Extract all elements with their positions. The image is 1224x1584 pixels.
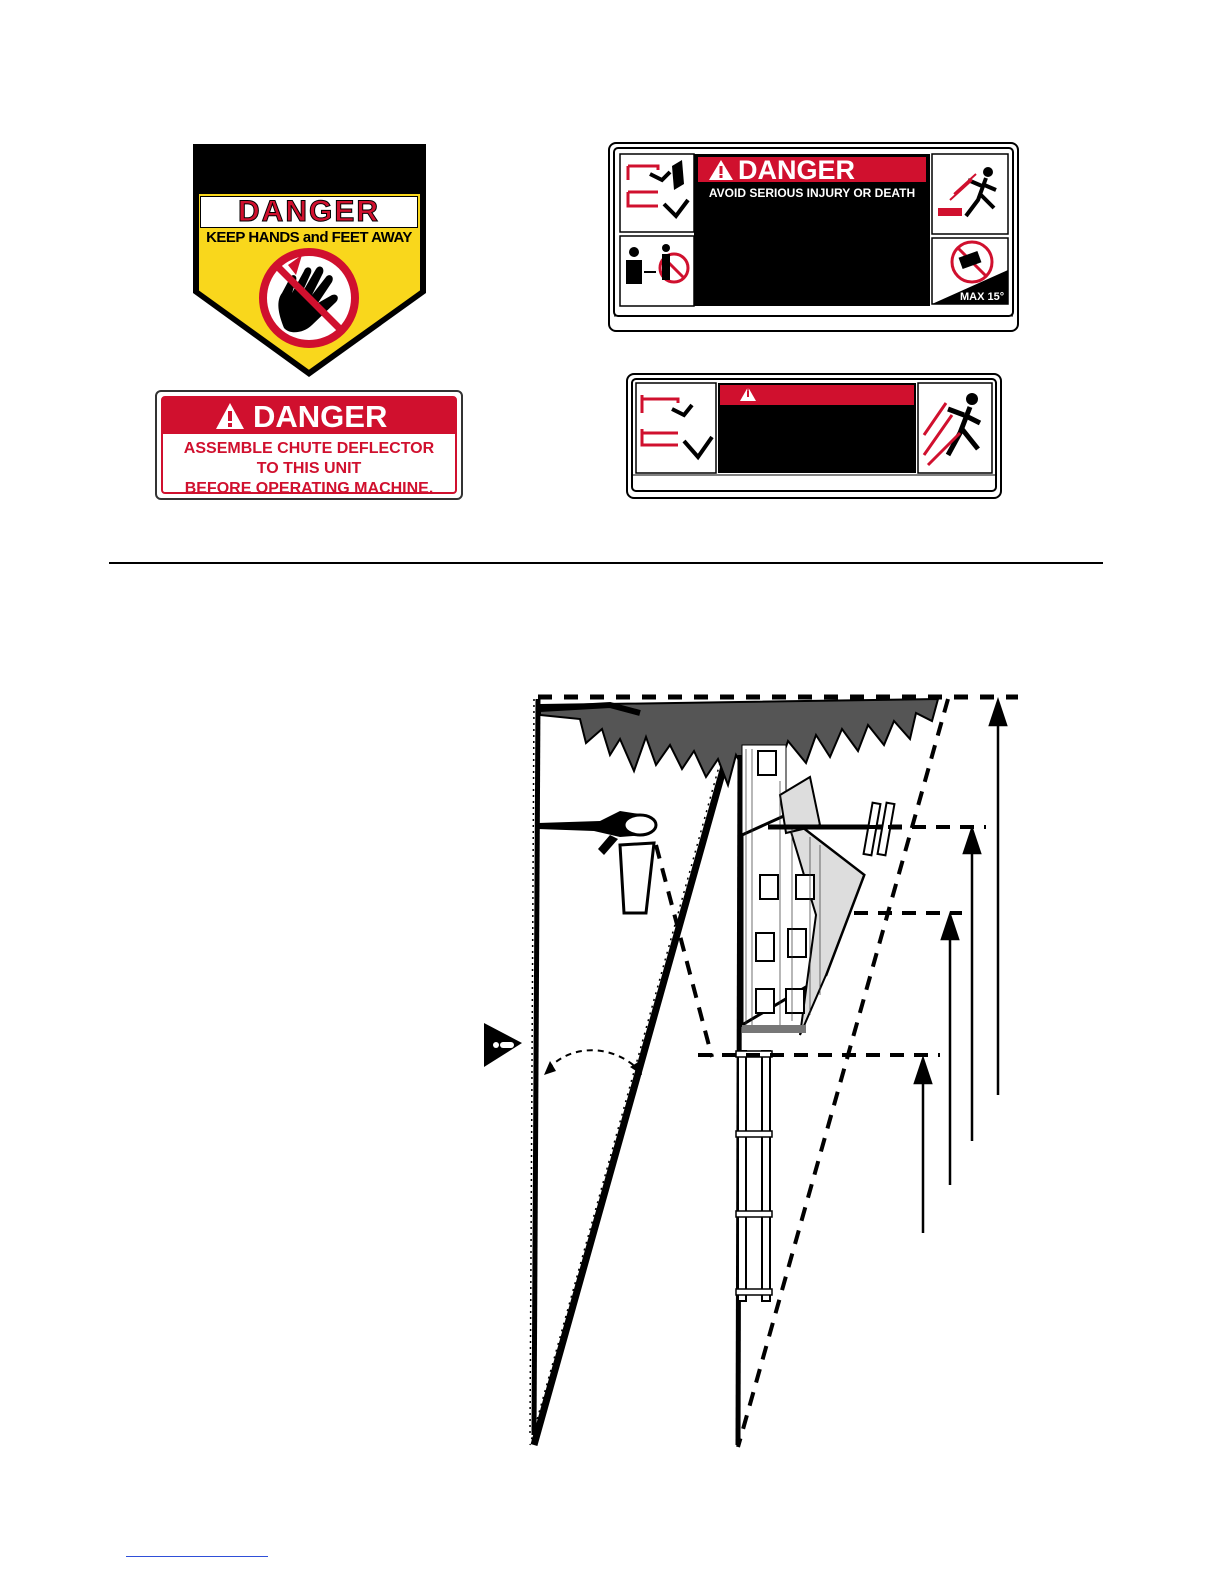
main-decal-header — [698, 155, 926, 185]
alert-marker-icon — [484, 1023, 522, 1067]
pentagon-message: KEEP HANDS and FEET AWAY — [206, 229, 412, 246]
keep-hands-feet-away-decal — [192, 143, 427, 378]
main-decal-message-panel — [694, 154, 930, 306]
hand-in-chute-icon — [620, 154, 694, 232]
chute-deflector-decal — [155, 390, 463, 500]
house-drawing — [742, 745, 902, 1035]
footer-link-underline[interactable] — [126, 1556, 268, 1557]
max-slope-label: MAX 15° — [960, 291, 1005, 303]
no-hands-icon — [263, 252, 355, 344]
thrown-objects-icon — [918, 383, 992, 473]
hand-in-chute-icon — [636, 383, 716, 473]
chute-line-3: BEFORE OPERATING MACHINE. — [184, 480, 434, 497]
warning-triangle-icon — [215, 402, 245, 430]
pentagon-signal-word: DANGER — [200, 196, 418, 228]
main-subtitle: AVOID SERIOUS INJURY OR DEATH — [708, 186, 916, 200]
main-signal-word: DANGER — [738, 155, 856, 185]
slope-illustration — [470, 685, 1030, 1455]
operator-drawing — [538, 811, 712, 1057]
chute-signal-word: DANGER — [253, 399, 388, 434]
keep-away-icon — [620, 236, 694, 306]
height-arrows — [915, 701, 1006, 1233]
small-alert-symbol: ! — [746, 384, 750, 398]
thrown-objects-icon — [932, 154, 1008, 234]
main-danger-decal — [608, 142, 1019, 332]
warning-triangle-icon — [708, 159, 734, 181]
chute-line-1: ASSEMBLE CHUTE DEFLECTOR — [183, 440, 435, 457]
chute-header — [163, 398, 455, 434]
fence-drawing — [736, 1051, 772, 1301]
section-divider — [109, 562, 1103, 564]
thrown-objects-decal — [626, 373, 1002, 499]
chute-line-2: TO THIS UNIT — [256, 460, 362, 477]
